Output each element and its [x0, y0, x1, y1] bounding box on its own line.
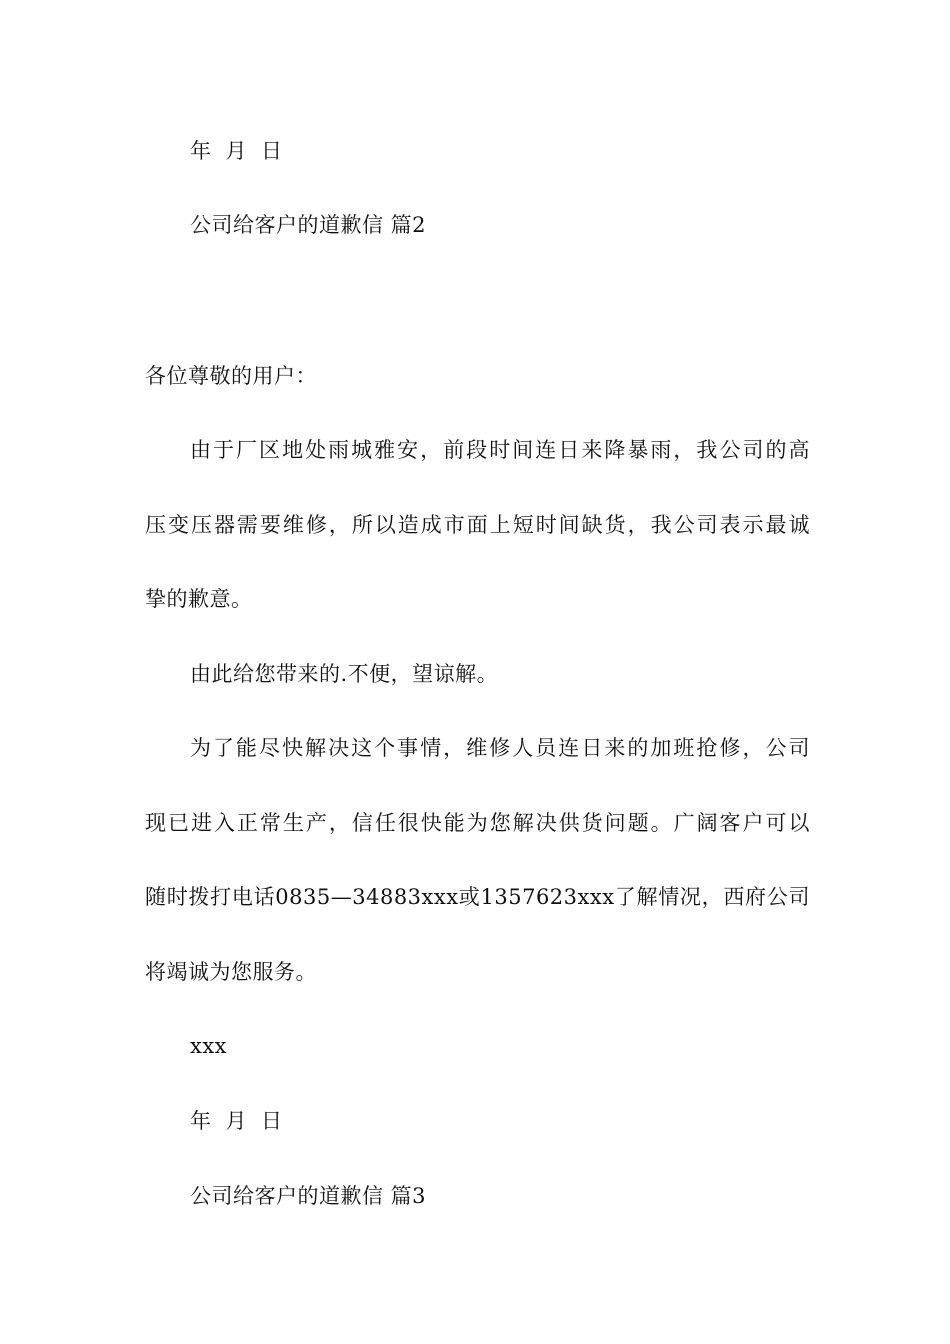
paragraph-line: 由于厂区地处雨城雅安，前段时间连日来降暴雨，我公司的高 [190, 438, 810, 462]
paragraph-line: 将竭诚为您服务。 [145, 960, 317, 984]
paragraph-line: 现已进入正常生产，信任很快能为您解决供货问题。广阔客户可以 [145, 811, 810, 835]
paragraph-line: 随时拨打电话0835—34883xxx或1357623xxx了解情况，西府公司 [145, 885, 810, 909]
paragraph-line: 由此给您带来的.不便，望谅解。 [190, 662, 499, 686]
section-heading-3: 公司给客户的道歉信 篇3 [190, 1184, 427, 1208]
salutation: 各位尊敬的用户： [145, 364, 317, 388]
paragraph-line: 压变压器需要维修，所以造成市面上短时间缺货，我公司表示最诚 [145, 513, 810, 537]
date-year: 年 [190, 139, 212, 163]
paragraph-line: 挚的歉意。 [145, 587, 253, 611]
date-day: 日 [261, 1109, 283, 1133]
signature: xxx [190, 1034, 228, 1058]
date-year: 年 [190, 1109, 212, 1133]
date-month: 月 [225, 1109, 247, 1133]
date-line [190, 1106, 810, 1136]
date-line [190, 136, 810, 166]
date-day: 日 [261, 139, 283, 163]
paragraph-line: 为了能尽快解决这个事情，维修人员连日来的加班抢修，公司 [190, 736, 810, 760]
date-month: 月 [225, 139, 247, 163]
section-heading-2: 公司给客户的道歉信 篇2 [190, 213, 427, 237]
